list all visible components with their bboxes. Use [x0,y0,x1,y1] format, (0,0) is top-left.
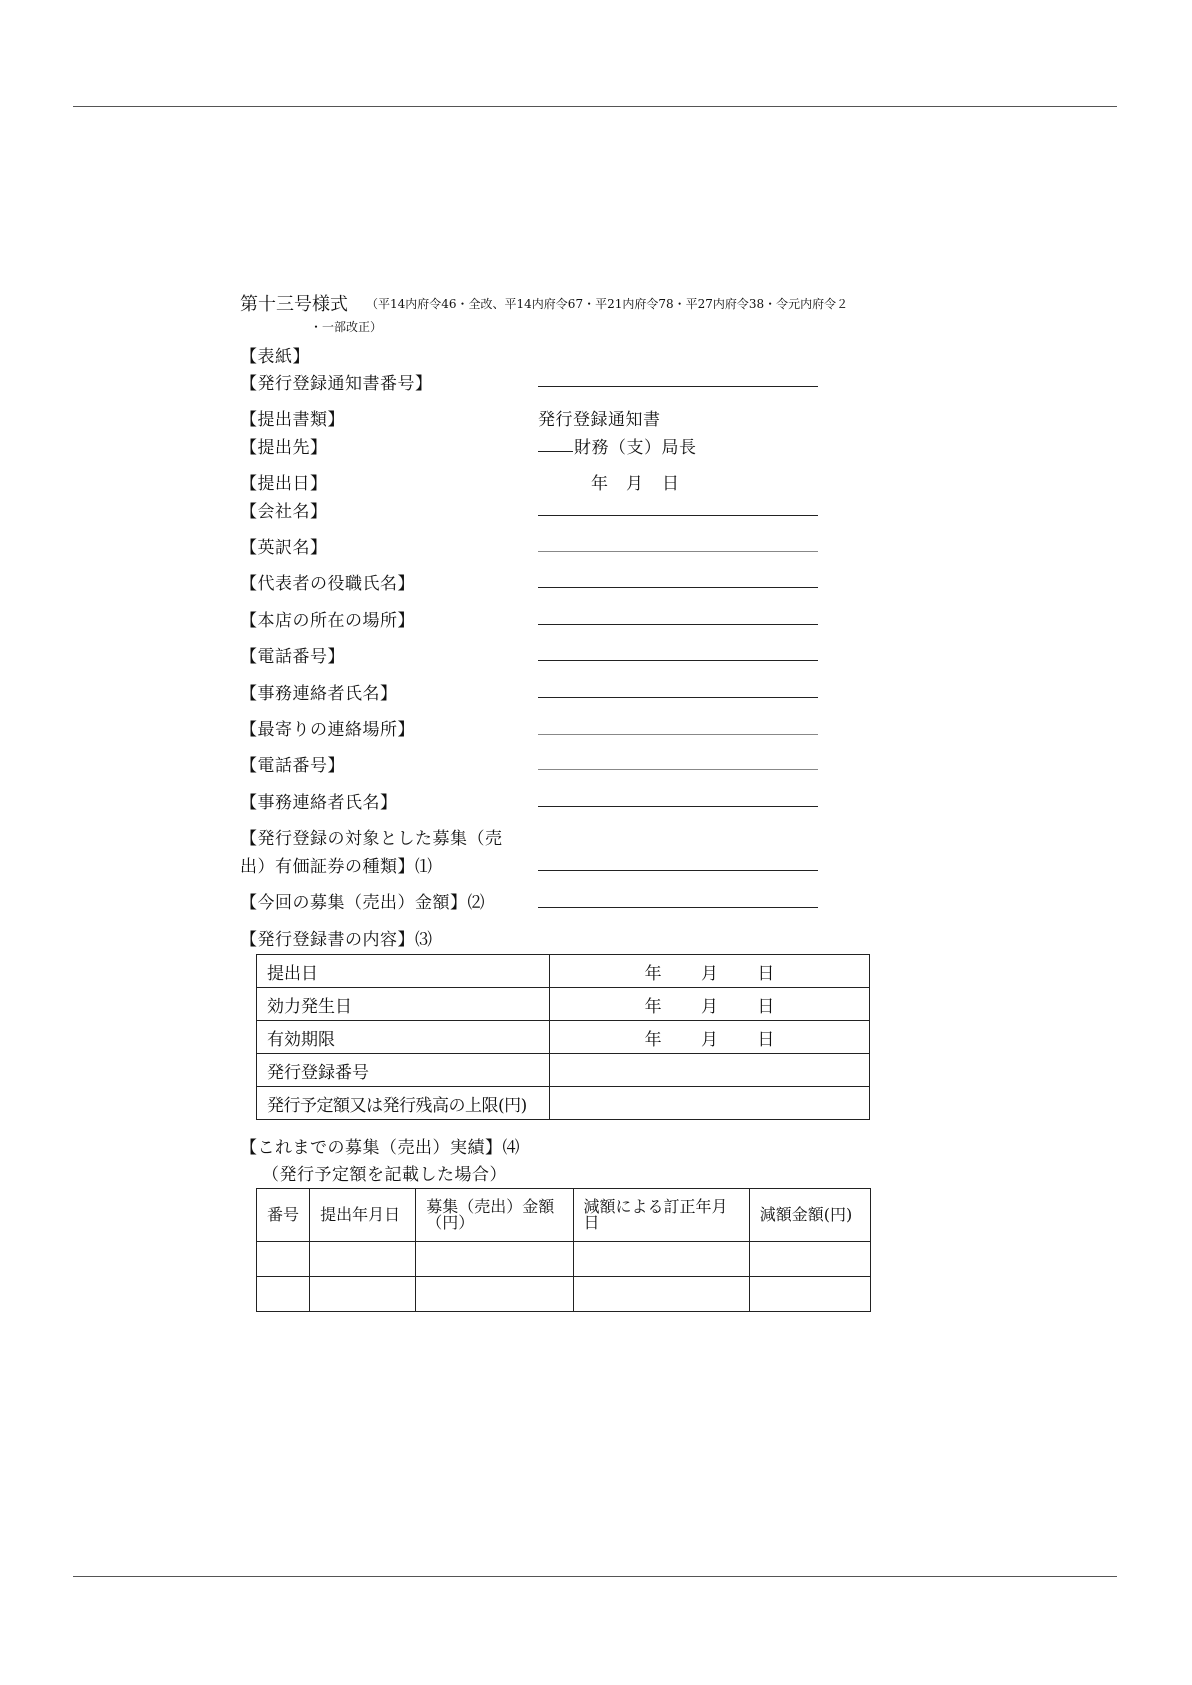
date-cell[interactable] [550,955,870,988]
row-label: 発行登録番号 [257,1054,550,1087]
value-cell[interactable] [550,1054,870,1087]
securities-type-label-1: 【発行登録の対象とした募集（売 [240,829,503,849]
day-marker: 日 [757,963,775,984]
submit-to-value: 財務（支）局長 [574,438,697,458]
header-reduction-amount: 減額金額(円) [749,1189,870,1242]
header-reduction-date: 減額による訂正年月日 [573,1189,749,1242]
contact-person-1-label: 【事務連絡者氏名】 [240,684,398,704]
header-submit-date: 提出年月日 [310,1189,416,1242]
representative-line[interactable] [538,587,818,588]
document-type-label: 【提出書類】 [240,410,345,430]
month-marker: 月 [701,1029,718,1050]
row-label: 発行予定額又は発行残高の上限(円) [257,1087,550,1120]
cell[interactable] [573,1277,749,1312]
header-offering-amount: 募集（売出）金額（円） [416,1189,573,1242]
contact-person-1-line[interactable] [538,697,818,698]
company-name-label: 【会社名】 [240,502,328,522]
cell[interactable] [257,1277,310,1312]
nearest-office-line[interactable] [538,734,818,735]
phone-2-line[interactable] [538,769,818,770]
cell[interactable] [257,1242,310,1277]
registration-contents-label: 【発行登録書の内容】⑶ [240,930,433,950]
head-office-label: 【本店の所在の場所】 [240,611,415,631]
past-results-table [256,1188,871,1312]
year-marker: 年 [644,996,662,1017]
year-marker: 年 [644,1029,662,1050]
nearest-office-label: 【最寄りの連絡場所】 [240,720,415,740]
value-cell[interactable] [550,1087,870,1120]
day-marker: 日 [757,996,775,1017]
securities-type-label-2: 出）有価証券の種類】⑴ [240,857,433,877]
table-row [257,1242,871,1277]
cell[interactable] [416,1277,573,1312]
submit-date-year: 年 [591,474,609,494]
table-row [257,1021,870,1054]
cell[interactable] [749,1242,870,1277]
submit-to-blank[interactable] [538,451,573,452]
amendment-line-1: （平14内府令46・全改、平14内府令67・平21内府令78・平27内府令38・令元内府令２ [366,297,849,311]
year-marker: 年 [644,963,662,984]
english-name-label: 【英訳名】 [240,538,328,558]
cell[interactable] [310,1277,416,1312]
head-office-line[interactable] [538,624,818,625]
securities-type-line[interactable] [538,870,818,871]
past-results-title: 【これまでの募集（売出）実績】⑷ [240,1138,520,1158]
table-row [257,1054,870,1087]
offering-amount-line[interactable] [538,907,818,908]
top-rule [73,106,1117,107]
english-name-line[interactable] [538,551,818,552]
amendment-line-2: ・一部改正） [310,320,383,334]
date-cell[interactable] [550,1021,870,1054]
table-header-row [257,1189,871,1242]
document-type-value: 発行登録通知書 [538,410,661,430]
cell[interactable] [416,1242,573,1277]
contact-person-2-label: 【事務連絡者氏名】 [240,793,398,813]
month-marker: 月 [701,996,718,1017]
registration-contents-table [256,954,870,1120]
offering-amount-label: 【今回の募集（売出）金額】⑵ [240,893,485,913]
past-results-table-area [256,1188,872,1312]
representative-label: 【代表者の役職氏名】 [240,574,415,594]
month-marker: 月 [701,963,718,984]
phone-2-label: 【電話番号】 [240,756,345,776]
table-row [257,988,870,1021]
cell[interactable] [749,1277,870,1312]
contact-person-2-line[interactable] [538,806,818,807]
table-row [257,1087,870,1120]
phone-1-line[interactable] [538,660,818,661]
cell[interactable] [310,1242,416,1277]
row-label: 効力発生日 [257,988,550,1021]
table-row [257,1277,871,1312]
bottom-rule [73,1576,1117,1577]
notice-number-label: 【発行登録通知書番号】 [240,374,433,394]
submit-to-label: 【提出先】 [240,438,328,458]
cover-heading: 【表紙】 [240,347,310,367]
form-number: 第十三号様式 [240,294,348,315]
header-number: 番号 [257,1189,310,1242]
day-marker: 日 [757,1029,775,1050]
table-row [257,955,870,988]
row-label: 提出日 [257,955,550,988]
date-cell[interactable] [550,988,870,1021]
past-results-subtitle: （発行予定額を記載した場合） [262,1165,507,1185]
notice-number-line[interactable] [538,386,818,387]
row-label: 有効期限 [257,1021,550,1054]
submit-date-label: 【提出日】 [240,474,328,494]
submit-date-month: 月 [626,474,644,494]
submit-date-day: 日 [662,474,680,494]
phone-1-label: 【電話番号】 [240,647,345,667]
cell[interactable] [573,1242,749,1277]
company-name-line[interactable] [538,515,818,516]
